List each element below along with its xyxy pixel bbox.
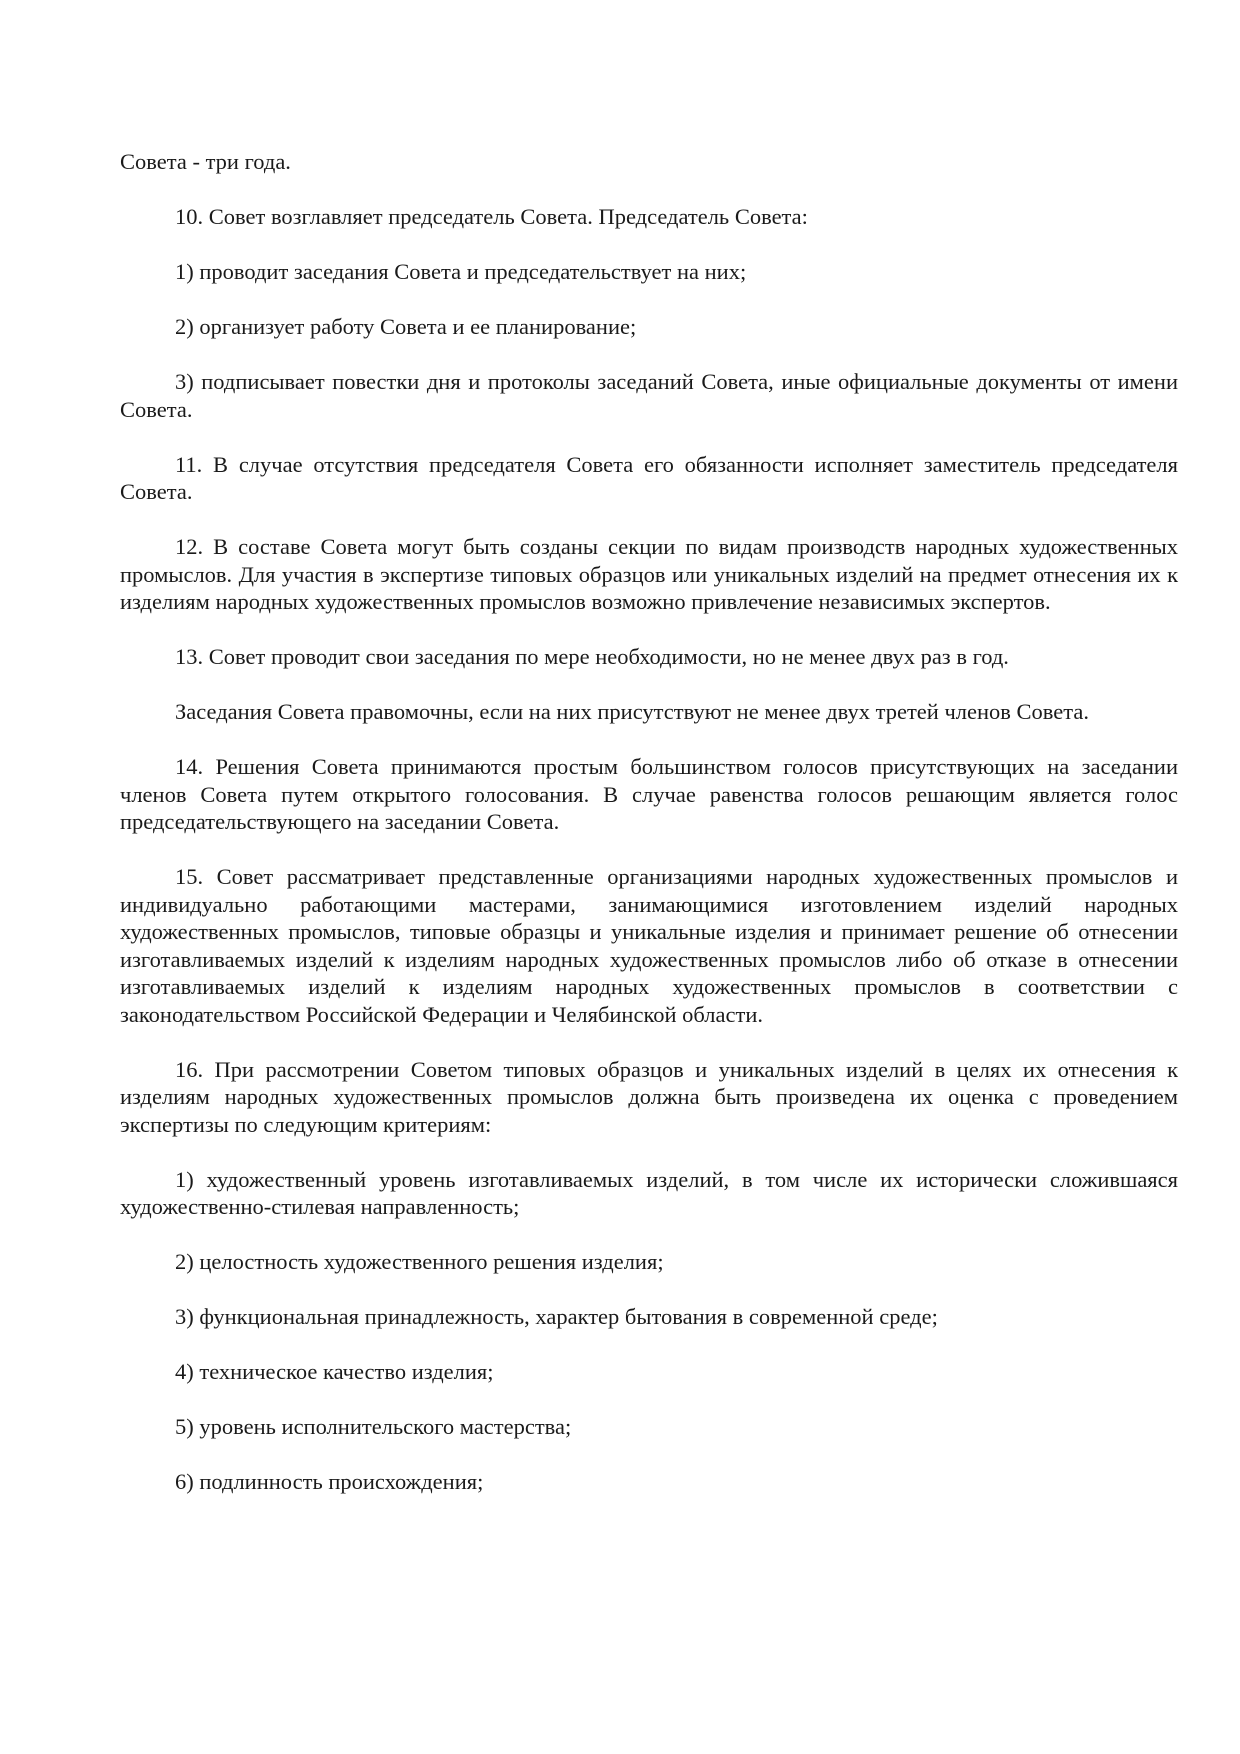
paragraph-item-14: 14. Решения Совета принимаются простым большинством голосов присутствующих на заседании членов Совета путем открытого голосования. В случае равенства голосов решающим является голос председательствующего на заседании Совета.	[120, 754, 1178, 834]
paragraph-item-12: 12. В составе Совета могут быть созданы секции по видам производств народных художественных промыслов. Для участия в экспертизе типовых образцов или уникальных изделий на предмет отнесения их к изделиям народных художественных промыслов возможно привлечение независимых экспертов.	[120, 534, 1178, 614]
paragraph-subitem-16-4: 4) техническое качество изделия;	[175, 1359, 494, 1384]
paragraph-subitem-10-2: 2) организует работу Совета и ее планирование;	[175, 314, 637, 339]
paragraph-item-10: 10. Совет возглавляет председатель Совета. Председатель Совета:	[175, 204, 808, 229]
paragraph-subitem-10-3: 3) подписывает повестки дня и протоколы заседаний Совета, иные официальные документы от имени Совета.	[120, 369, 1178, 422]
paragraph-item-13: 13. Совет проводит свои заседания по мере необходимости, но не менее двух раз в год.	[175, 644, 1009, 669]
paragraph-item-11: 11. В случае отсутствия председателя Совета его обязанности исполняет заместитель председателя Совета.	[120, 451, 1178, 504]
paragraph-subitem-16-5: 5) уровень исполнительского мастерства;	[175, 1414, 572, 1439]
document-body	[120, 148, 1178, 1523]
paragraph-continuation: Совета - три года.	[120, 149, 291, 174]
paragraph-subitem-16-3: 3) функциональная принадлежность, характер бытования в современной среде;	[175, 1304, 938, 1329]
paragraph-item-13-quorum: Заседания Совета правомочны, если на них присутствуют не менее двух третей членов Совета.	[175, 699, 1089, 724]
paragraph-subitem-16-1: 1) художественный уровень изготавливаемых изделий, в том числе их исторически сложившаяся художественно-стилевая направленность;	[120, 1166, 1178, 1219]
paragraph-item-16: 16. При рассмотрении Советом типовых образцов и уникальных изделий в целях их отнесения к изделиям народных художественных промыслов должна быть произведена их оценка с проведением экспертизы по следующим критериям:	[120, 1056, 1178, 1137]
paragraph-subitem-16-2: 2) целостность художественного решения изделия;	[175, 1249, 664, 1274]
paragraph-subitem-16-6: 6) подлинность происхождения;	[175, 1469, 484, 1494]
paragraph-item-15: 15. Совет рассматривает представленные организациями народных художественных промыслов и индивидуально работающими мастерами, занимающимися изготовлением изделий народных художественных промыслов, типовые образцы и уникальные изделия и принимает решение об отнесении изготавливаемых изделий к изделиям народных художественных промыслов либо об отказе в отнесении изготавливаемых изделий к изделиям народных художественных промыслов в соответствии с законодательством Российской Федерации и Челябинской области.	[120, 864, 1178, 1027]
paragraph-subitem-10-1: 1) проводит заседания Совета и председательствует на них;	[175, 259, 747, 284]
